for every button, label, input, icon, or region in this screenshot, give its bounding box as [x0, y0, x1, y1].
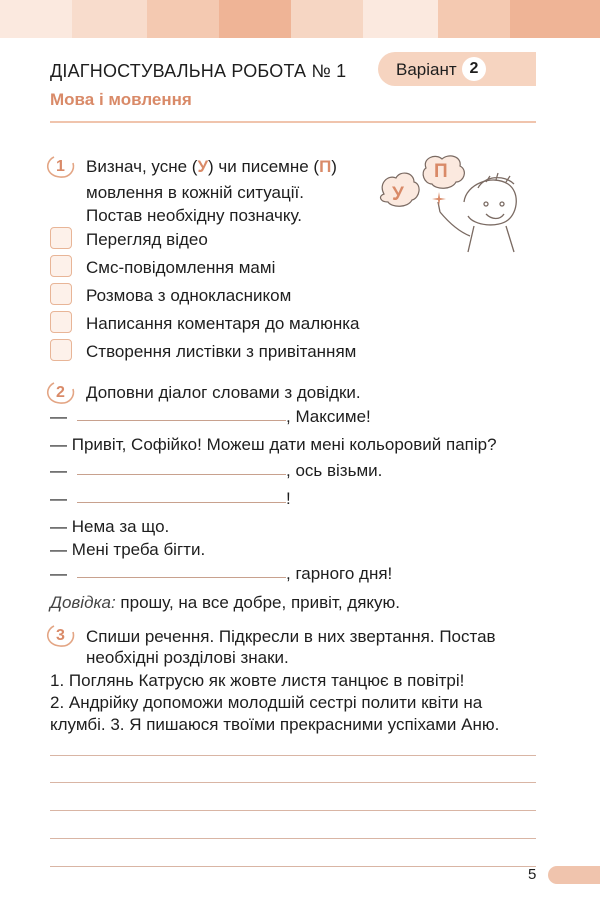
strip-segment	[72, 0, 147, 38]
task-number-3	[46, 623, 76, 649]
strip-segment	[291, 0, 363, 38]
strip-segment	[363, 0, 438, 38]
strip-segment	[219, 0, 291, 38]
sentence-line-3: клумбі. 3. Я пишаюся твоїми прекрасними успіхами Аню.	[50, 715, 500, 734]
option-label-1: Перегляд відео	[86, 230, 208, 249]
page-title: ДІАГНОСТУВАЛЬНА РОБОТА № 1	[50, 61, 347, 81]
dialog-line-2: — Привіт, Софійко! Можеш дати мені кольоровий папір?	[50, 435, 497, 454]
writing-line-1[interactable]	[50, 755, 536, 756]
hint-words: прошу, на все добре, привіт, дякую.	[115, 593, 400, 612]
checkbox-option-4[interactable]	[50, 311, 72, 333]
strip-segment	[0, 0, 72, 38]
dialog-dash-7: —	[50, 564, 67, 583]
checkbox-option-3[interactable]	[50, 283, 72, 305]
decorative-top-strip	[0, 0, 600, 38]
sentence-line-1: 1. Поглянь Катрусю як жовте листя танцює в повітрі!	[50, 671, 465, 690]
option-label-3: Розмова з однокласником	[86, 286, 292, 305]
dialog-line-7-end: , гарного дня!	[286, 564, 393, 583]
dialog-line-5: — Нема за що.	[50, 517, 170, 536]
task-number-2	[46, 380, 76, 406]
variant-number: 2	[462, 57, 486, 81]
strip-segment	[510, 0, 600, 38]
variant-label: Варіант	[396, 60, 457, 79]
checkbox-option-5[interactable]	[50, 339, 72, 361]
sentence-line-2: 2. Андрійку допоможи молодшій сестрі полити квіти на	[50, 693, 483, 712]
dialog-dash-3: —	[50, 461, 67, 480]
page-number-tab	[548, 866, 600, 884]
task3-instruction-line2: необхідні розділові знаки.	[86, 648, 289, 667]
task1-instruction-line3: Постав необхідну позначку.	[86, 206, 302, 225]
answer-blank-2[interactable]	[77, 474, 286, 475]
task-number-label: 2	[56, 384, 65, 401]
writing-line-2[interactable]	[50, 782, 536, 783]
checkbox-option-2[interactable]	[50, 255, 72, 277]
header-divider	[50, 121, 536, 123]
dialog-line-6: — Мені треба бігти.	[50, 540, 206, 559]
bubble-p-letter: П	[434, 161, 448, 182]
task-number-label: 3	[56, 627, 65, 644]
hint-line	[50, 592, 400, 613]
boy-illustration	[374, 154, 536, 254]
task2-instruction: Доповни діалог словами з довідки.	[86, 383, 361, 402]
answer-blank-4[interactable]	[77, 577, 286, 578]
section-subtitle: Мова і мовлення	[50, 90, 192, 109]
task1-instruction-line1: Визнач, усне (У) чи писемне (П)	[86, 157, 337, 176]
dialog-line-4-end: !	[286, 489, 291, 508]
task-number-1	[46, 154, 76, 180]
strip-segment	[147, 0, 219, 38]
writing-line-5[interactable]	[50, 866, 536, 867]
task3-instruction-line1: Спиши речення. Підкресли в них звертання. Постав	[86, 627, 496, 646]
variant-badge	[378, 52, 536, 86]
dialog-line-1-end: , Максиме!	[286, 407, 371, 426]
task1-instruction-line2: мовлення в кожній ситуації.	[86, 183, 304, 202]
page-number: 5	[528, 866, 537, 883]
hint-label: Довідка:	[50, 593, 116, 612]
answer-blank-1[interactable]	[77, 420, 286, 421]
option-label-4: Написання коментаря до малюнка	[86, 314, 360, 333]
option-label-5: Створення листівки з привітанням	[86, 342, 357, 361]
checkbox-option-1[interactable]	[50, 227, 72, 249]
dialog-dash-4: —	[50, 489, 67, 508]
dialog-line-3-end: , ось візьми.	[286, 461, 383, 480]
bubble-u-letter: У	[392, 184, 404, 205]
writing-line-3[interactable]	[50, 810, 536, 811]
answer-blank-3[interactable]	[77, 502, 286, 503]
dialog-dash-1: —	[50, 407, 67, 426]
task-number-label: 1	[56, 158, 65, 175]
writing-line-4[interactable]	[50, 838, 536, 839]
strip-segment	[438, 0, 510, 38]
option-label-2: Смс-повідомлення мамі	[86, 258, 276, 277]
